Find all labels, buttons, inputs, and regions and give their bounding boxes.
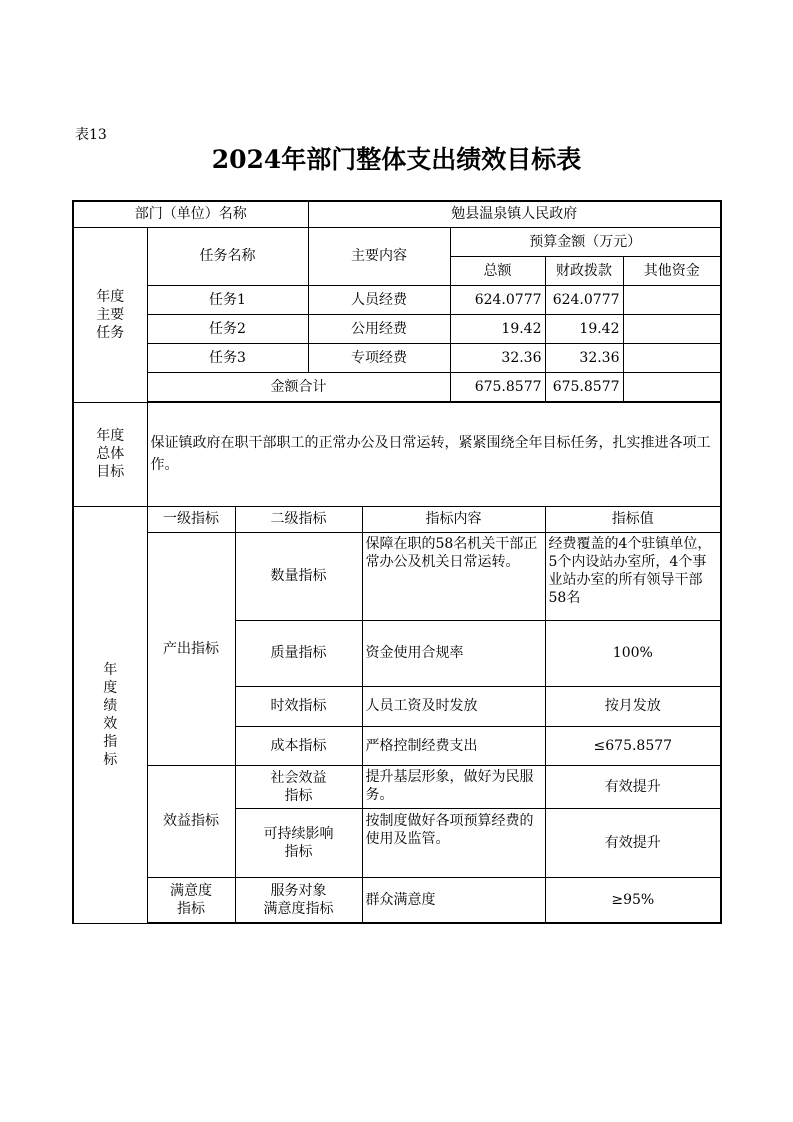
indicator-value: 经费覆盖的4个驻镇单位，5个内设站办室所，4个事业站办室的所有领导干部58名 — [545, 532, 721, 620]
document-label: 表13 — [75, 127, 107, 143]
indicator-content-header: 指标内容 — [362, 506, 545, 532]
overall-goal-text: 保证镇政府在职干部职工的正常办公及日常运转，紧紧围绕全年目标任务，扎实推进各项工作。 — [147, 402, 721, 506]
level2-header: 二级指标 — [235, 506, 362, 532]
output-indicators-label: 产出指标 — [147, 532, 235, 765]
sum-label: 金额合计 — [147, 372, 450, 401]
total-header: 总额 — [450, 256, 545, 285]
task-other — [623, 285, 721, 314]
sum-fiscal: 675.8577 — [545, 372, 623, 401]
table-row — [73, 877, 721, 923]
task-content: 公用经费 — [308, 314, 450, 343]
indicator-value: ≥95% — [545, 877, 721, 923]
indicator-name: 社会效益 指标 — [235, 765, 362, 808]
satisfaction-indicators-label: 满意度 指标 — [147, 877, 235, 923]
indicator-name: 成本指标 — [235, 726, 362, 765]
indicator-name: 质量指标 — [235, 620, 362, 686]
overall-goal-section-label: 年度 总体 目标 — [73, 402, 147, 506]
task-other — [623, 314, 721, 343]
table-row — [73, 314, 721, 343]
indicator-value-header: 指标值 — [545, 506, 721, 532]
task-name: 任务1 — [147, 285, 308, 314]
table-row — [73, 532, 721, 620]
task-content: 人员经费 — [308, 285, 450, 314]
document-title: 2024年部门整体支出绩效目标表 — [211, 145, 582, 174]
indicator-content: 人员工资及时发放 — [362, 686, 545, 726]
task-other — [623, 343, 721, 372]
level1-header: 一级指标 — [147, 506, 235, 532]
task-total: 19.42 — [450, 314, 545, 343]
indicator-name: 可持续影响 指标 — [235, 808, 362, 877]
budget-amount-header: 预算金额（万元） — [450, 227, 721, 256]
table-row — [73, 343, 721, 372]
annual-tasks-section-label: 年度 主要 任务 — [73, 227, 147, 402]
task-fiscal: 32.36 — [545, 343, 623, 372]
sum-other — [623, 372, 721, 401]
indicator-name: 服务对象 满意度指标 — [235, 877, 362, 923]
performance-indicators-section-label: 年 度 绩 效 指 标 — [73, 506, 147, 923]
task-total: 624.0777 — [450, 285, 545, 314]
indicator-value: 有效提升 — [545, 765, 721, 808]
indicator-content: 提升基层形象，做好为民服务。 — [362, 765, 545, 808]
table-row — [73, 765, 721, 808]
department-value: 勉县温泉镇人民政府 — [308, 201, 721, 227]
task-fiscal: 624.0777 — [545, 285, 623, 314]
indicator-name: 时效指标 — [235, 686, 362, 726]
fiscal-header: 财政拨款 — [545, 256, 623, 285]
table-row — [73, 285, 721, 314]
indicator-name: 数量指标 — [235, 532, 362, 620]
performance-target-table — [72, 200, 722, 924]
indicator-value: 100% — [545, 620, 721, 686]
indicator-content: 保障在职的58名机关干部正常办公及机关日常运转。 — [362, 532, 545, 620]
task-name: 任务3 — [147, 343, 308, 372]
task-name: 任务2 — [147, 314, 308, 343]
other-funds-header: 其他资金 — [623, 256, 721, 285]
benefit-indicators-label: 效益指标 — [147, 765, 235, 877]
task-fiscal: 19.42 — [545, 314, 623, 343]
task-name-header: 任务名称 — [147, 227, 308, 285]
sum-total: 675.8577 — [450, 372, 545, 401]
indicator-value: 按月发放 — [545, 686, 721, 726]
task-total: 32.36 — [450, 343, 545, 372]
main-content-header: 主要内容 — [308, 227, 450, 285]
indicator-value: ≤675.8577 — [545, 726, 721, 765]
indicator-content: 按制度做好各项预算经费的使用及监管。 — [362, 808, 545, 877]
indicator-content: 资金使用合规率 — [362, 620, 545, 686]
indicator-content: 群众满意度 — [362, 877, 545, 923]
indicator-content: 严格控制经费支出 — [362, 726, 545, 765]
sum-row — [73, 372, 721, 401]
department-label: 部门（单位）名称 — [73, 201, 308, 227]
indicator-value: 有效提升 — [545, 808, 721, 877]
task-content: 专项经费 — [308, 343, 450, 372]
